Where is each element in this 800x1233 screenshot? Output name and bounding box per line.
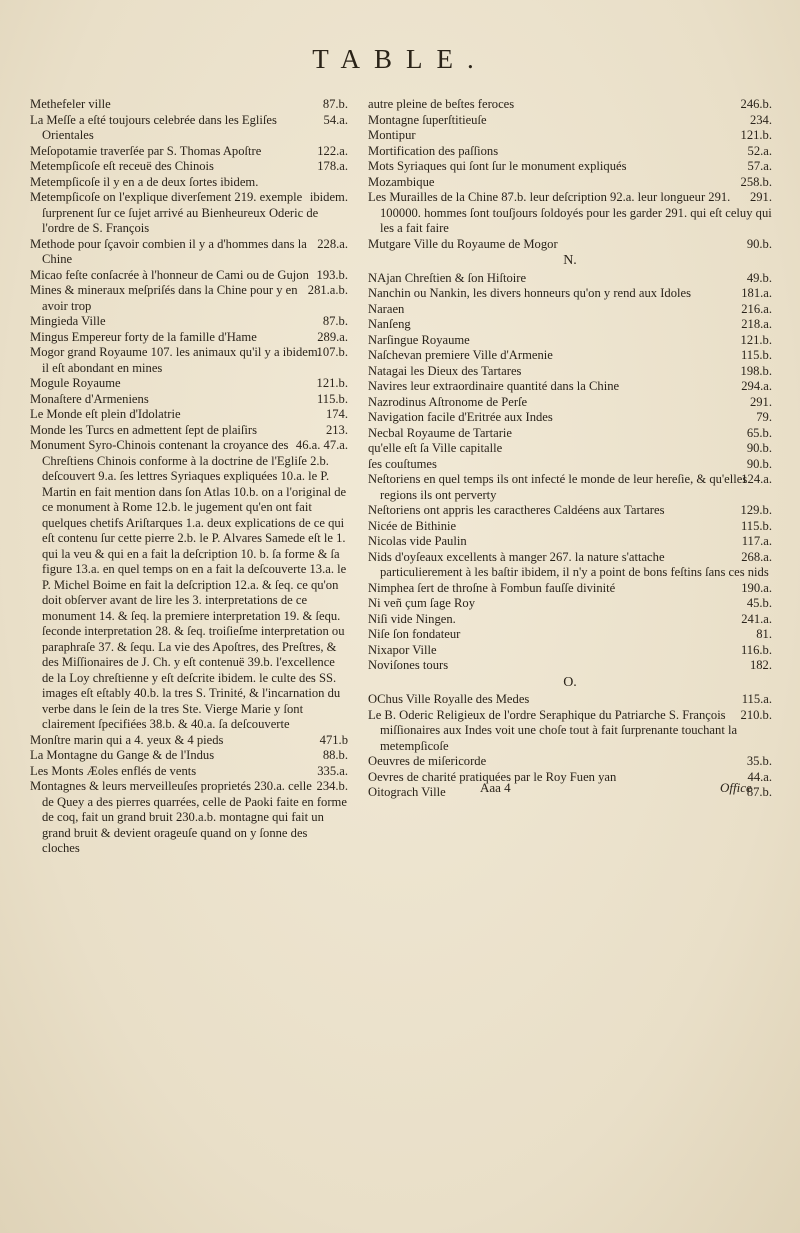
- index-entry: [368, 190, 772, 237]
- index-entry: [368, 317, 772, 333]
- page-reference: 281.a.b.: [307, 283, 348, 297]
- entry-text: Necbal Royaume de Tartarie: [368, 425, 512, 440]
- index-entry: [30, 764, 348, 780]
- index-entry: [30, 392, 348, 408]
- index-entry: [30, 314, 348, 330]
- page-reference: 121.b.: [740, 332, 772, 347]
- index-entry: [30, 345, 348, 376]
- page-reference: 115.b.: [740, 518, 772, 533]
- entry-text: Nixapor Ville: [368, 642, 437, 657]
- index-entry: [368, 379, 772, 395]
- index-entry: [30, 237, 348, 268]
- entry-text: Methefeler ville: [30, 97, 111, 111]
- entry-text: Oitograch Ville: [368, 785, 446, 799]
- page-reference: 218.a.: [741, 317, 772, 331]
- index-entry: [368, 364, 772, 380]
- page-reference: 289.a.: [317, 329, 348, 344]
- page-reference: 234.: [749, 112, 772, 127]
- page-reference: ibidem.: [309, 190, 348, 204]
- index-entry: [30, 159, 348, 175]
- page-reference: 471.b: [319, 732, 348, 747]
- page-reference: 210.b.: [740, 707, 772, 722]
- index-entry: [30, 330, 348, 346]
- page-reference: 294.a.: [741, 379, 772, 393]
- page-reference: 90.b.: [746, 456, 772, 471]
- index-entry: [368, 113, 772, 129]
- index-entry: [368, 785, 772, 801]
- index-entry: [30, 438, 348, 733]
- page-reference: 241.a.: [741, 611, 772, 626]
- page-header: TABLE.: [312, 44, 488, 74]
- entry-text: La Montagne du Gange & de l'Indus: [30, 748, 215, 762]
- entry-text: Naſchevan premiere Ville d'Armenie: [368, 348, 553, 362]
- index-column-left: [30, 97, 348, 857]
- index-entry: [368, 708, 772, 755]
- index-entry: [368, 692, 772, 708]
- entry-text: Meſopotamie traverſée par S. Thomas Apoſtre: [30, 143, 262, 158]
- page-reference: 335.a.: [317, 763, 348, 778]
- page-reference: 115.b.: [316, 391, 348, 406]
- entry-text: Nimphea ſert de throſne à Fombun fauſſe divinité: [368, 580, 616, 595]
- page-reference: 246.b.: [740, 97, 772, 111]
- page-reference: 90.b.: [746, 236, 772, 251]
- page-reference: 46.a. 47.a.: [295, 438, 348, 452]
- page-reference: 115.b.: [740, 348, 772, 362]
- index-entry: [30, 175, 348, 191]
- index-entry: [368, 426, 772, 442]
- page-reference: 181.a.: [741, 286, 772, 300]
- page-reference: 216.a.: [741, 301, 772, 316]
- index-entry: [368, 348, 772, 364]
- index-entry: [368, 271, 772, 287]
- page-reference: 65.b.: [746, 425, 772, 440]
- entry-text: OChus Ville Royalle des Medes: [368, 692, 530, 706]
- page-reference: 116.b.: [740, 642, 772, 657]
- entry-text: Metempſicoſe on l'explique diverſement 219. exemple ſurprenent ſur ce ſujet arrivé au Bienheureux Oderic de l'ordre de S. François: [30, 190, 319, 235]
- index-entry: [368, 410, 772, 426]
- index-entry: [368, 237, 772, 253]
- index-entry: [30, 268, 348, 284]
- index-entry: [368, 612, 772, 628]
- index-entry: [368, 581, 772, 597]
- page-reference: 79.: [756, 410, 772, 424]
- index-entry: [368, 472, 772, 503]
- entry-text: Nicée de Bithinie: [368, 518, 457, 533]
- page-reference: 178.a.: [317, 159, 348, 173]
- page-reference: 45.b.: [746, 596, 772, 610]
- index-entry: [30, 376, 348, 392]
- page-reference: 182.: [749, 658, 772, 672]
- index-entry: [368, 643, 772, 659]
- entry-text: Naraen: [368, 301, 405, 316]
- page-reference: 44.a.: [747, 769, 772, 784]
- entry-text: Neſtoriens en quel temps ils ont infecté le monde de leur hereſie, & qu'elles regions ils ont perverty: [368, 472, 748, 502]
- page-reference: 81.: [756, 627, 772, 641]
- page-reference: 52.a.: [747, 143, 772, 158]
- index-entry: [368, 286, 772, 302]
- page-reference: 54.a.: [323, 112, 348, 127]
- page-reference: 49.b.: [746, 270, 772, 285]
- index-entry: [30, 779, 348, 857]
- index-entry: [30, 283, 348, 314]
- entry-text: Montagnes & leurs merveilleuſes proprietés 230.a. celle de Quey a des pierres quarrées, celle de Paoki faite en forme de coq, fait un grand bruit 230.a.b. montagne qui fait un grand bruit & devient orageuſe quand on y ſonne des cloches: [30, 779, 347, 855]
- signature-mark: Aaa 4: [480, 780, 511, 795]
- index-entry: [368, 333, 772, 349]
- index-entry: [368, 550, 772, 581]
- page-reference: 121.b.: [740, 128, 772, 142]
- entry-text: Les Monts Æoles enflés de vents: [30, 763, 197, 778]
- entry-text: Nids d'oyſeaux excellents à manger 267. la nature s'attache particulierement à les baſtir ibidem, il n'y a point de bons feſtins ſans ces nids: [368, 549, 769, 579]
- page-reference: 121.b.: [316, 376, 348, 390]
- index-entry: [368, 175, 772, 191]
- page-reference: 193.b.: [316, 267, 348, 282]
- index-entry: [368, 627, 772, 643]
- entry-text: Mines & mineraux meſpriſés dans la Chine pour y en avoir trop: [30, 283, 298, 313]
- page-reference: 117.a.: [741, 534, 772, 548]
- page-reference: 198.b.: [740, 363, 772, 378]
- index-entry: [368, 534, 772, 550]
- entry-text: qu'elle eſt ſa Ville capitalle: [368, 441, 503, 455]
- entry-text: Nicolas vide Paulin: [368, 534, 467, 548]
- entry-text: Monde les Turcs en admettent ſept de plaiſirs: [30, 422, 258, 437]
- index-entry: [368, 441, 772, 457]
- entry-text: Narſingue Royaume: [368, 332, 470, 347]
- entry-text: ſes couſtumes: [368, 456, 437, 471]
- entry-text: Niſe ſon fondateur: [368, 627, 461, 641]
- entry-text: Natagai les Dieux des Tartares: [368, 363, 522, 378]
- entry-text: Ni veñ çum ſage Roy: [368, 596, 476, 610]
- index-entry: [30, 144, 348, 160]
- page-reference: 124.a.: [741, 472, 772, 486]
- entry-text: Le Monde eſt plein d'Idolatrie: [30, 407, 181, 421]
- section-letter: O.: [563, 674, 577, 690]
- entry-text: Niſi vide Ningen.: [368, 611, 456, 626]
- entry-text: Nazrodinus Aſtronome de Perſe: [368, 394, 528, 409]
- section-letter: N.: [563, 253, 577, 268]
- index-entry: [30, 97, 348, 113]
- entry-text: Mutgare Ville du Royaume de Mogor: [368, 236, 558, 251]
- page-reference: 234.b.: [316, 779, 348, 793]
- entry-text: Montagne ſuperſtitieuſe: [368, 112, 487, 127]
- entry-text: Les Murailles de la Chine 87.b. leur deſcription 92.a. leur longueur 291. 100000. hommes ſont touſjours ſoldoyés pour les garder 291. qui eſt celuy qui les a fait faire: [368, 190, 772, 235]
- page-reference: 57.a.: [747, 159, 772, 173]
- index-entry: [30, 190, 348, 237]
- entry-text: Monaſtere d'Armeniens: [30, 391, 149, 406]
- page-reference: 88.b.: [322, 748, 348, 762]
- page-reference: 228.a.: [317, 236, 348, 251]
- entry-text: Monſtre marin qui a 4. yeux & 4 pieds: [30, 732, 224, 747]
- index-entry: [30, 748, 348, 764]
- entry-text: Methode pour ſçavoir combien il y a d'hommes dans la Chine: [30, 236, 307, 266]
- index-entry: [368, 503, 772, 519]
- index-entry: [368, 159, 772, 175]
- index-entry: [368, 395, 772, 411]
- entry-text: Metempſicoſe eſt receuë des Chinois: [30, 159, 214, 173]
- index-column-right: [368, 97, 772, 801]
- index-entry: [30, 113, 348, 144]
- page-reference: 35.b.: [746, 754, 772, 768]
- index-entry: [368, 658, 772, 674]
- entry-text: Mogor grand Royaume 107. les animaux qu'il y a ibidem. il eſt abondant en mines: [30, 345, 321, 375]
- page-reference: 129.b.: [740, 503, 772, 517]
- entry-text: Mots Syriaques qui ſont ſur le monument expliqués: [368, 159, 627, 173]
- catchword: Office: [720, 780, 752, 795]
- entry-text: Mogule Royaume: [30, 376, 121, 390]
- page-reference: 107.b.: [316, 345, 348, 359]
- index-entry: [368, 754, 772, 770]
- index-entry: [30, 423, 348, 439]
- index-entry: [368, 302, 772, 318]
- index-entry: [30, 407, 348, 423]
- index-entry: [368, 519, 772, 535]
- entry-text: Navires leur extraordinaire quantité dans la Chine: [368, 379, 620, 393]
- entry-text: Oevres de charité pratiquées par le Roy Fuen yan: [368, 769, 617, 784]
- page-reference: 258.b.: [740, 174, 772, 189]
- entry-text: Oeuvres de miſericorde: [368, 754, 487, 768]
- entry-text: Mingieda Ville: [30, 314, 106, 328]
- entry-text: Nanſeng: [368, 317, 411, 331]
- entry-text: Mingus Empereur forty de la famille d'Hame: [30, 329, 257, 344]
- entry-text: autre pleine de beſtes feroces: [368, 97, 515, 111]
- entry-text: Neſtoriens ont appris les caractheres Caldéens aux Tartares: [368, 503, 665, 517]
- index-entry: [30, 733, 348, 749]
- page-reference: 190.a.: [741, 580, 772, 595]
- entry-text: Mortification des paſſions: [368, 143, 499, 158]
- entry-text: Micao feſte conſacrée à l'honneur de Cami ou de Gujon: [30, 267, 309, 282]
- entry-text: Montipur: [368, 128, 416, 142]
- page-reference: 90.b.: [746, 441, 772, 455]
- entry-text: Monument Syro-Chinois contenant la croyance des Chreſtiens Chinois conforme à la doctrine de l'Egliſe 2.b. deſcouvert 9.a. ſes lettres Syriaques expliquées 10.a. le P. Martin en fait mention dans ſon Atlas 10.b. on a l'original de ce monument à Rome 12.b. le jugement qu'en ont fait quelques chetifs Ariſtarques 1.a. deux explications de ce qui eſt contenu ſur cette pierre 2.b. le P. Alvares Samede eſt le 1. qui la veu & qui en a fait la deſcription 10. b. ſa forme & ſa figure 13.a. en quel temps on en a fait la deſcouverte 13.a. le P. Michel Boime en fait la deſcription 12.a. & ſeq. ce qu'on doit obſerver avant de lire les 3. interpretations de ce monument 14. & ſeq. la premiere interpretation 19. & ſequ. ſeconde interpretation 28. & ſeq. troiſieſme interpretation ou paraphraſe 37. & ſequ. La vie des Apoſtres, des Preſtres, & des Miſſionaires de J. Ch. y eſt contenuë 39.b. l'excellence de la Loy chreſtienne y eſt deſcrite ibidem. le culte des SS. images eſt eſtably 40.b. la tres S. Trinité, & l'incarnation du verbe dans le ſein de la tres Ste. Vierge Marie y ſont clairement ſpecifiées 38.b. & 40.a. ſa deſcouverte: [30, 438, 347, 731]
- page-reference: 122.a.: [317, 143, 348, 158]
- entry-text: Navigation facile d'Eritrée aux Indes: [368, 410, 553, 424]
- entry-text: Metempſicoſe il y en a de deux ſortes ibidem.: [30, 174, 259, 189]
- index-entry: [368, 457, 772, 473]
- entry-text: Nanchin ou Nankin, les divers honneurs qu'on y rend aux Idoles: [368, 286, 691, 300]
- page-reference: 213.: [325, 422, 348, 437]
- entry-text: NAjan Chreſtien & ſon Hiſtoire: [368, 270, 527, 285]
- index-entry: [368, 770, 772, 786]
- entry-text: Noviſones tours: [368, 658, 449, 672]
- page-reference: 291.: [749, 394, 772, 409]
- index-entry: [368, 128, 772, 144]
- page-reference: 115.a.: [741, 692, 772, 706]
- page-reference: 291.: [749, 190, 772, 204]
- index-entry: [368, 144, 772, 160]
- page-reference: 87.b.: [746, 785, 772, 799]
- entry-text: Le B. Oderic Religieux de l'ordre Seraphique du Patriarche S. François miſſionaires aux Indes voit une choſe tout à fait ſurprenante touchant la metempſicoſe: [368, 707, 738, 753]
- index-entry: [368, 596, 772, 612]
- page-reference: 87.b.: [322, 97, 348, 111]
- entry-text: La Meſſe a eſté toujours celebrée dans les Egliſes Orientales: [30, 112, 277, 142]
- page-reference: 87.b.: [322, 314, 348, 328]
- index-entry: [368, 97, 772, 113]
- page-reference: 268.a.: [741, 549, 772, 564]
- page-reference: 174.: [325, 407, 348, 421]
- entry-text: Mozambique: [368, 174, 435, 189]
